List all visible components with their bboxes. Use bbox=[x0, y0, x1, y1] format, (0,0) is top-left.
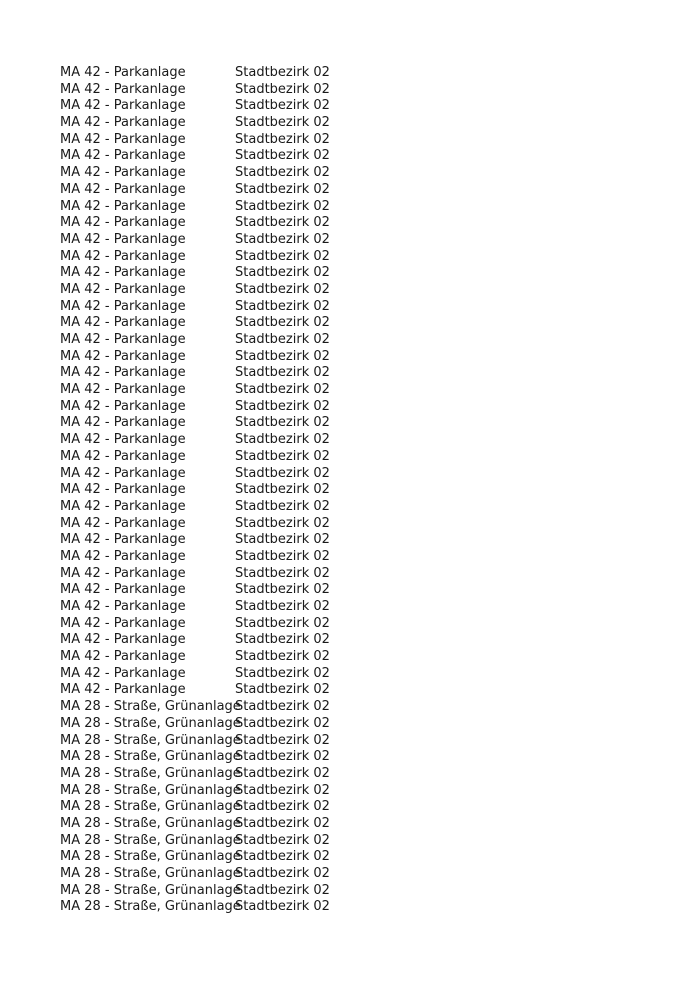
district-cell: Stadtbezirk 02 bbox=[235, 98, 330, 114]
department-cell: MA 42 - Parkanlage bbox=[60, 498, 186, 514]
department-cell: MA 42 - Parkanlage bbox=[60, 181, 186, 197]
district-cell: Stadtbezirk 02 bbox=[235, 548, 330, 564]
table-row bbox=[60, 482, 660, 499]
table-row bbox=[60, 749, 660, 766]
table-row bbox=[60, 365, 660, 382]
district-cell: Stadtbezirk 02 bbox=[235, 582, 330, 598]
department-cell: MA 42 - Parkanlage bbox=[60, 548, 186, 564]
district-cell: Stadtbezirk 02 bbox=[235, 131, 330, 147]
district-cell: Stadtbezirk 02 bbox=[235, 498, 330, 514]
table-row bbox=[60, 182, 660, 199]
table-row bbox=[60, 532, 660, 549]
district-cell: Stadtbezirk 02 bbox=[235, 866, 330, 881]
table-row bbox=[60, 599, 660, 616]
table-row bbox=[60, 132, 660, 149]
district-cell: Stadtbezirk 02 bbox=[235, 632, 330, 648]
department-cell: MA 42 - Parkanlage bbox=[60, 348, 186, 364]
table-row bbox=[60, 382, 660, 399]
department-cell: MA 42 - Parkanlage bbox=[60, 365, 186, 381]
department-cell: MA 28 - Straße, Grünanlage bbox=[60, 882, 241, 898]
table-row bbox=[60, 883, 660, 900]
table-row bbox=[60, 315, 660, 332]
district-cell: Stadtbezirk 02 bbox=[235, 682, 330, 698]
district-cell: Stadtbezirk 02 bbox=[235, 115, 330, 131]
table-row bbox=[60, 766, 660, 783]
department-cell: MA 42 - Parkanlage bbox=[60, 649, 186, 665]
district-cell: Stadtbezirk 02 bbox=[235, 281, 330, 297]
department-cell: MA 42 - Parkanlage bbox=[60, 148, 186, 164]
district-cell: Stadtbezirk 02 bbox=[235, 599, 330, 614]
table-row bbox=[60, 415, 660, 432]
department-cell: MA 42 - Parkanlage bbox=[60, 615, 186, 631]
district-cell: Stadtbezirk 02 bbox=[235, 665, 330, 681]
table-row bbox=[60, 449, 660, 466]
district-cell: Stadtbezirk 02 bbox=[235, 215, 330, 231]
table-row bbox=[60, 849, 660, 866]
department-cell: MA 42 - Parkanlage bbox=[60, 248, 186, 264]
district-cell: Stadtbezirk 02 bbox=[235, 732, 330, 748]
table-row bbox=[60, 549, 660, 566]
table-row bbox=[60, 783, 660, 800]
district-cell: Stadtbezirk 02 bbox=[235, 332, 330, 347]
district-cell: Stadtbezirk 02 bbox=[235, 482, 330, 498]
district-cell: Stadtbezirk 02 bbox=[235, 265, 330, 281]
department-cell: MA 28 - Straße, Grünanlage bbox=[60, 749, 241, 765]
table-row bbox=[60, 98, 660, 115]
table-row bbox=[60, 299, 660, 316]
table-row bbox=[60, 666, 660, 683]
table-row bbox=[60, 165, 660, 182]
district-cell: Stadtbezirk 02 bbox=[235, 148, 330, 164]
department-cell: MA 42 - Parkanlage bbox=[60, 448, 186, 464]
district-cell: Stadtbezirk 02 bbox=[235, 715, 330, 731]
district-cell: Stadtbezirk 02 bbox=[235, 615, 330, 631]
district-cell: Stadtbezirk 02 bbox=[235, 565, 330, 581]
table-row bbox=[60, 833, 660, 850]
department-cell: MA 42 - Parkanlage bbox=[60, 565, 186, 581]
department-cell: MA 42 - Parkanlage bbox=[60, 215, 186, 231]
table-row bbox=[60, 399, 660, 416]
department-cell: MA 42 - Parkanlage bbox=[60, 682, 186, 698]
district-cell: Stadtbezirk 02 bbox=[235, 849, 330, 865]
table-row bbox=[60, 282, 660, 299]
district-cell: Stadtbezirk 02 bbox=[235, 465, 330, 481]
department-cell: MA 42 - Parkanlage bbox=[60, 281, 186, 297]
department-cell: MA 42 - Parkanlage bbox=[60, 665, 186, 681]
table-row bbox=[60, 499, 660, 516]
district-cell: Stadtbezirk 02 bbox=[235, 749, 330, 765]
department-cell: MA 42 - Parkanlage bbox=[60, 432, 186, 448]
district-cell: Stadtbezirk 02 bbox=[235, 699, 330, 715]
table-row bbox=[60, 582, 660, 599]
department-cell: MA 42 - Parkanlage bbox=[60, 632, 186, 648]
department-cell: MA 42 - Parkanlage bbox=[60, 231, 186, 247]
district-cell: Stadtbezirk 02 bbox=[235, 365, 330, 381]
department-cell: MA 28 - Straße, Grünanlage bbox=[60, 849, 241, 865]
district-cell: Stadtbezirk 02 bbox=[235, 649, 330, 665]
district-cell: Stadtbezirk 02 bbox=[235, 899, 330, 915]
table-row bbox=[60, 332, 660, 349]
department-cell: MA 42 - Parkanlage bbox=[60, 265, 186, 281]
table-row bbox=[60, 799, 660, 816]
table-row bbox=[60, 682, 660, 699]
table-row bbox=[60, 349, 660, 366]
district-cell: Stadtbezirk 02 bbox=[235, 832, 330, 848]
district-cell: Stadtbezirk 02 bbox=[235, 799, 330, 815]
department-cell: MA 28 - Straße, Grünanlage bbox=[60, 715, 241, 731]
department-cell: MA 28 - Straße, Grünanlage bbox=[60, 899, 241, 915]
department-cell: MA 28 - Straße, Grünanlage bbox=[60, 815, 241, 831]
table-row bbox=[60, 265, 660, 282]
department-cell: MA 42 - Parkanlage bbox=[60, 382, 186, 398]
department-cell: MA 42 - Parkanlage bbox=[60, 332, 186, 347]
district-cell: Stadtbezirk 02 bbox=[235, 298, 330, 314]
district-cell: Stadtbezirk 02 bbox=[235, 165, 330, 181]
table-row bbox=[60, 733, 660, 750]
table-row bbox=[60, 65, 660, 82]
department-cell: MA 42 - Parkanlage bbox=[60, 98, 186, 114]
department-cell: MA 42 - Parkanlage bbox=[60, 515, 186, 531]
department-cell: MA 28 - Straße, Grünanlage bbox=[60, 799, 241, 815]
department-cell: MA 42 - Parkanlage bbox=[60, 315, 186, 331]
department-cell: MA 42 - Parkanlage bbox=[60, 198, 186, 214]
table-row bbox=[60, 215, 660, 232]
district-cell: Stadtbezirk 02 bbox=[235, 181, 330, 197]
table-row bbox=[60, 115, 660, 132]
table-row bbox=[60, 232, 660, 249]
department-cell: MA 42 - Parkanlage bbox=[60, 482, 186, 498]
district-cell: Stadtbezirk 02 bbox=[235, 532, 330, 548]
department-cell: MA 42 - Parkanlage bbox=[60, 81, 186, 97]
table-row bbox=[60, 466, 660, 483]
district-cell: Stadtbezirk 02 bbox=[235, 515, 330, 531]
department-cell: MA 28 - Straße, Grünanlage bbox=[60, 699, 241, 715]
district-cell: Stadtbezirk 02 bbox=[235, 81, 330, 97]
department-cell: MA 42 - Parkanlage bbox=[60, 465, 186, 481]
district-cell: Stadtbezirk 02 bbox=[235, 382, 330, 398]
table-row bbox=[60, 632, 660, 649]
data-sheet bbox=[60, 65, 660, 916]
department-cell: MA 28 - Straße, Grünanlage bbox=[60, 732, 241, 748]
table-row bbox=[60, 82, 660, 99]
department-cell: MA 42 - Parkanlage bbox=[60, 65, 186, 80]
district-cell: Stadtbezirk 02 bbox=[235, 65, 330, 80]
district-cell: Stadtbezirk 02 bbox=[235, 782, 330, 798]
department-cell: MA 42 - Parkanlage bbox=[60, 165, 186, 181]
department-cell: MA 28 - Straße, Grünanlage bbox=[60, 765, 241, 781]
district-cell: Stadtbezirk 02 bbox=[235, 882, 330, 898]
department-cell: MA 28 - Straße, Grünanlage bbox=[60, 832, 241, 848]
district-cell: Stadtbezirk 02 bbox=[235, 765, 330, 781]
table-row bbox=[60, 432, 660, 449]
department-cell: MA 28 - Straße, Grünanlage bbox=[60, 866, 241, 881]
district-cell: Stadtbezirk 02 bbox=[235, 415, 330, 431]
table-row bbox=[60, 566, 660, 583]
department-cell: MA 42 - Parkanlage bbox=[60, 131, 186, 147]
table-row bbox=[60, 699, 660, 716]
department-cell: MA 42 - Parkanlage bbox=[60, 532, 186, 548]
table-row bbox=[60, 148, 660, 165]
department-cell: MA 42 - Parkanlage bbox=[60, 599, 186, 614]
department-cell: MA 42 - Parkanlage bbox=[60, 415, 186, 431]
table-row bbox=[60, 516, 660, 533]
department-cell: MA 42 - Parkanlage bbox=[60, 398, 186, 414]
district-cell: Stadtbezirk 02 bbox=[235, 348, 330, 364]
table-row bbox=[60, 899, 660, 916]
district-cell: Stadtbezirk 02 bbox=[235, 448, 330, 464]
department-cell: MA 28 - Straße, Grünanlage bbox=[60, 782, 241, 798]
district-cell: Stadtbezirk 02 bbox=[235, 315, 330, 331]
table-row bbox=[60, 716, 660, 733]
district-cell: Stadtbezirk 02 bbox=[235, 398, 330, 414]
district-cell: Stadtbezirk 02 bbox=[235, 248, 330, 264]
district-cell: Stadtbezirk 02 bbox=[235, 432, 330, 448]
table-row bbox=[60, 199, 660, 216]
table-row bbox=[60, 816, 660, 833]
table-row bbox=[60, 649, 660, 666]
district-cell: Stadtbezirk 02 bbox=[235, 198, 330, 214]
department-cell: MA 42 - Parkanlage bbox=[60, 582, 186, 598]
department-cell: MA 42 - Parkanlage bbox=[60, 298, 186, 314]
table-row bbox=[60, 616, 660, 633]
district-cell: Stadtbezirk 02 bbox=[235, 815, 330, 831]
district-cell: Stadtbezirk 02 bbox=[235, 231, 330, 247]
table-row bbox=[60, 866, 660, 883]
table-row bbox=[60, 249, 660, 266]
department-cell: MA 42 - Parkanlage bbox=[60, 115, 186, 131]
